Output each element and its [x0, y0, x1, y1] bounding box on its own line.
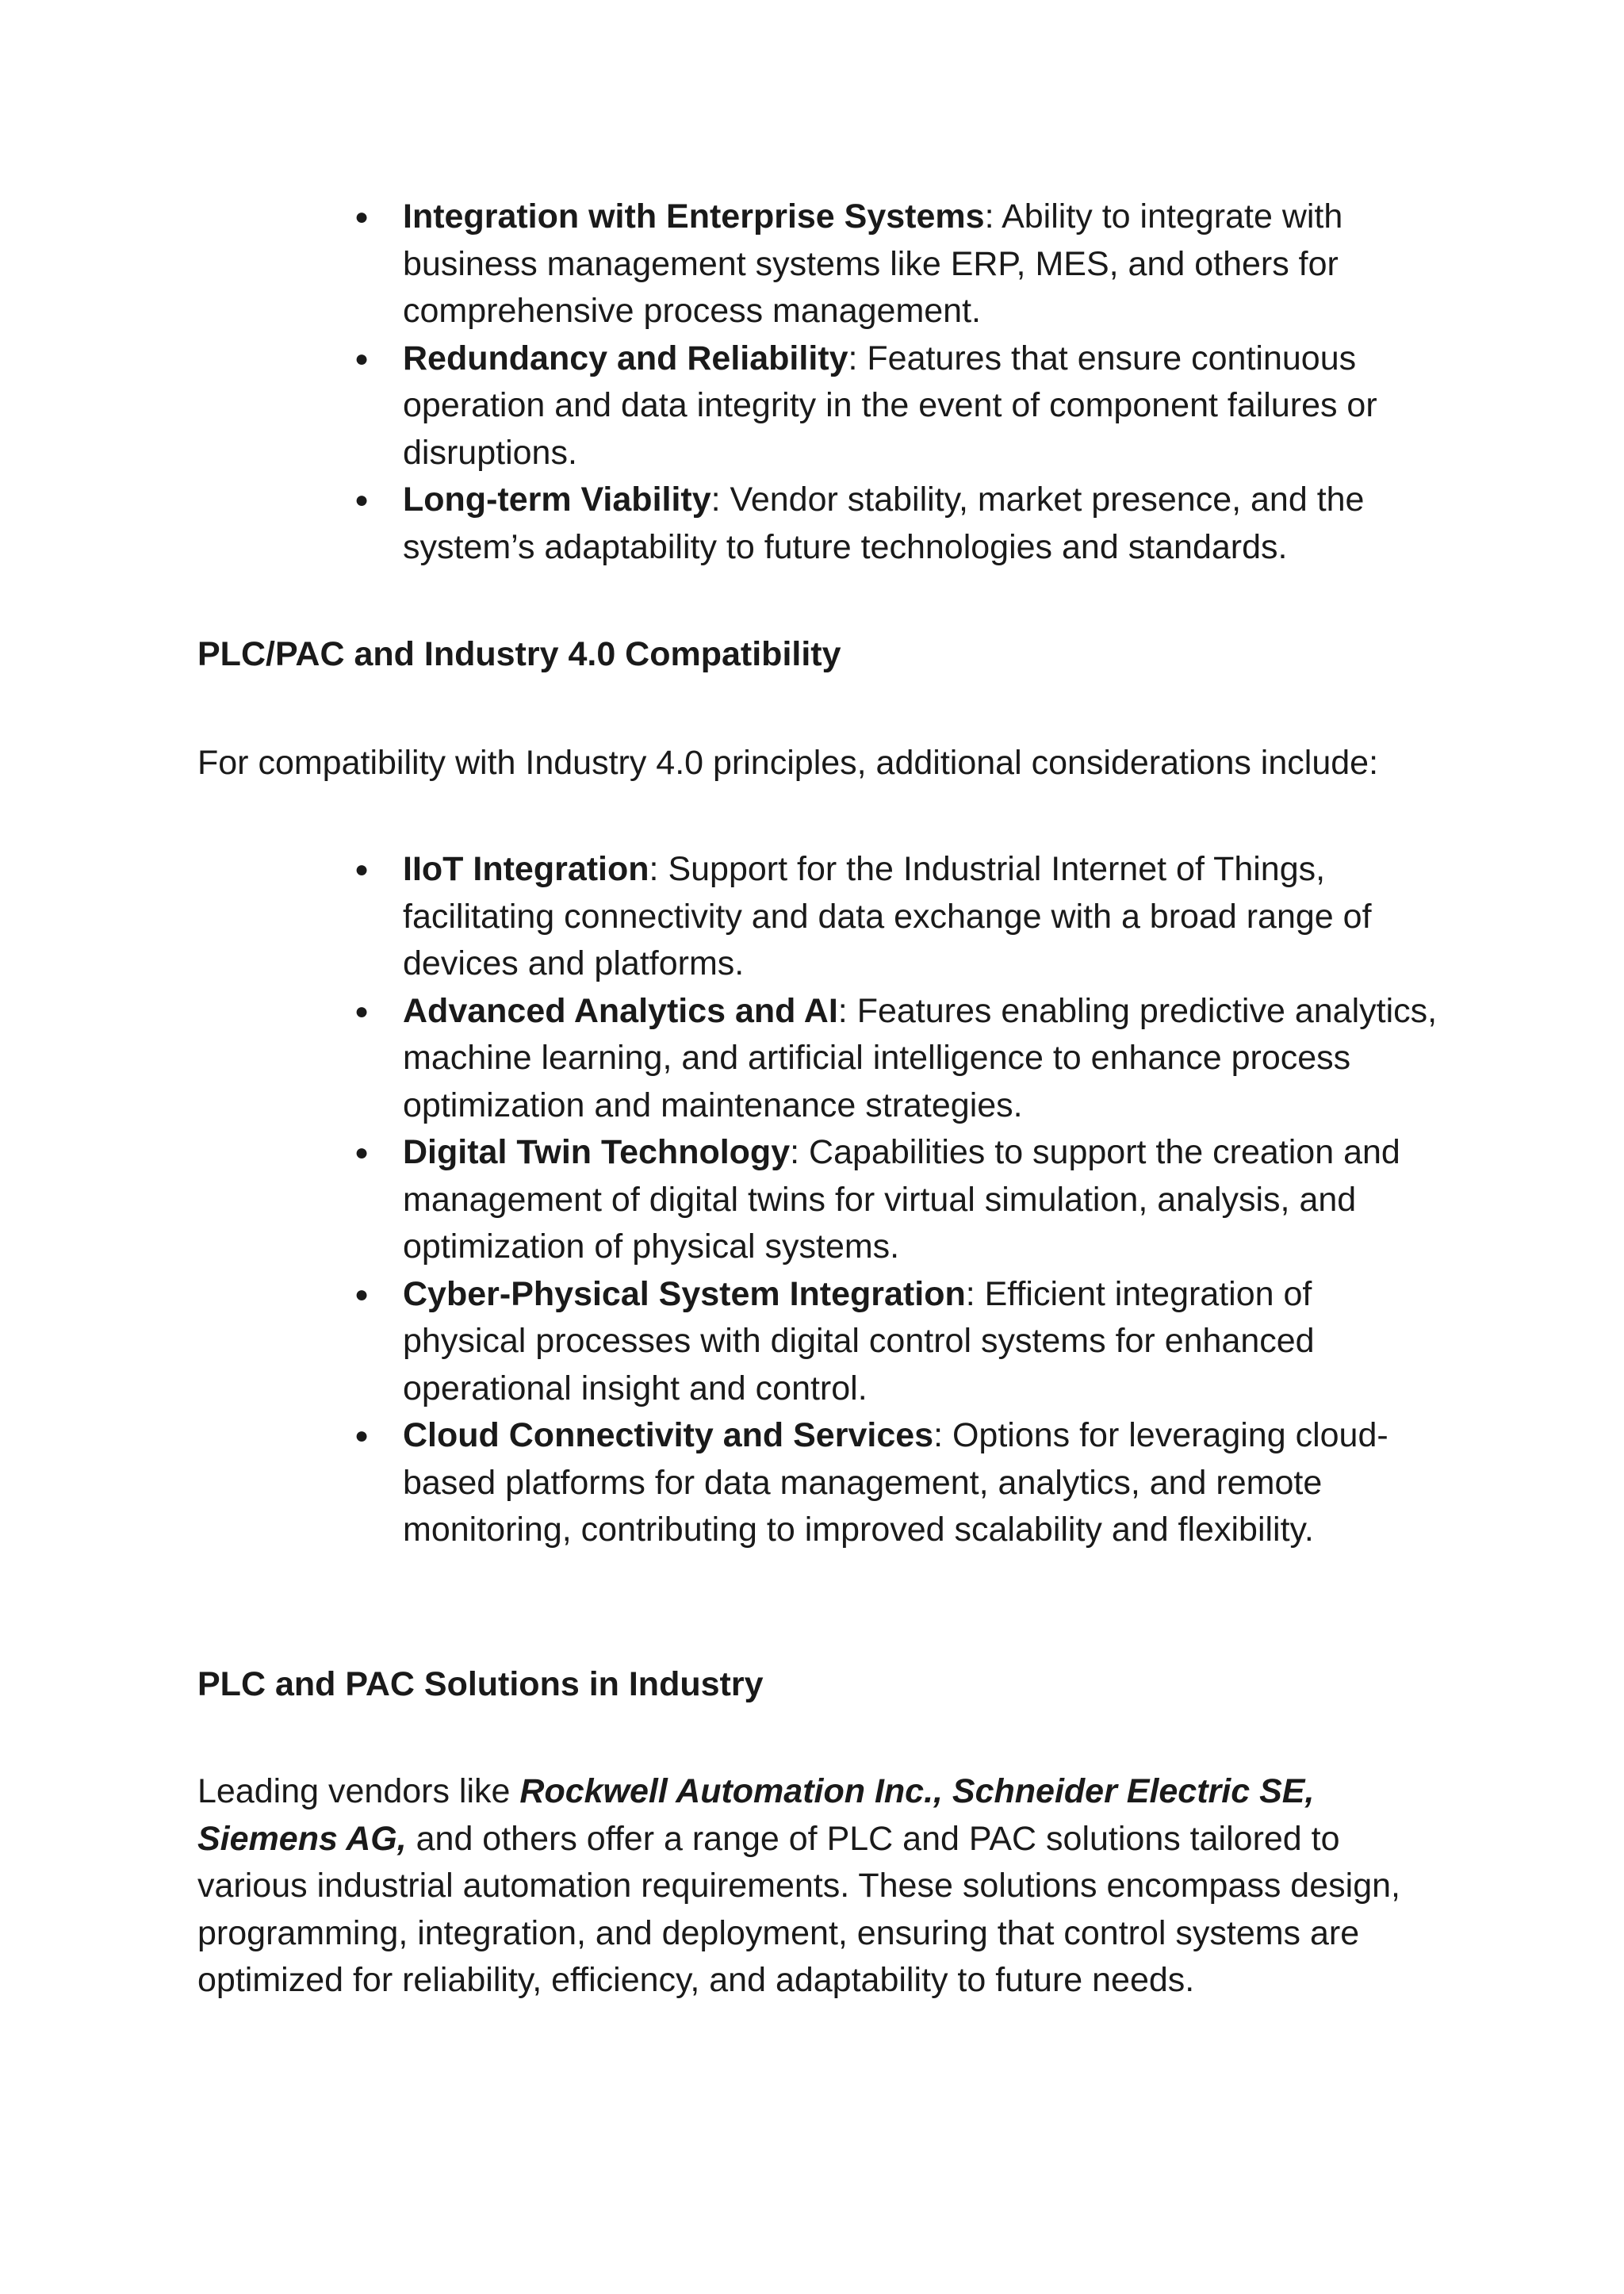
bullet-icon: ● [354, 204, 370, 230]
bullet-icon: ● [354, 345, 370, 372]
list-item [349, 846, 1443, 988]
list-item-desc: : Features that ensure continuous operation and data integrity in the event of component failures or disruptions. [403, 339, 1377, 472]
list-item [349, 1271, 1443, 1413]
paragraph-rest: and others offer a range of PLC and PAC solutions tailored to various industrial automation requirements. These solutions encompass design, programming, integration, and deployment, ensuring that control systems are optimized for reliability, efficiency, and adaptability to future needs. [197, 1819, 1400, 1999]
list-item [349, 1129, 1443, 1271]
bullet-icon: ● [354, 487, 370, 513]
section-intro-paragraph: For compatibility with Industry 4.0 principles, additional considerations include: [197, 744, 1379, 782]
vendor-names: Rockwell Automation Inc., Schneider Electric SE, Siemens AG, [197, 1772, 1315, 1858]
list-item-term: Long-term Viability [403, 481, 711, 519]
solutions-paragraph [197, 1768, 1458, 2005]
list-item-desc: : Capabilities to support the creation and management of digital twins for virtual simulation, analysis, and optimization of physical systems. [403, 1133, 1400, 1266]
section-heading-industry-4: PLC/PAC and Industry 4.0 Compatibility [197, 635, 841, 673]
list-item [349, 335, 1443, 477]
bullet-list-system-features [349, 193, 1443, 571]
list-item-term: IIoT Integration [403, 850, 649, 888]
list-item-term: Advanced Analytics and AI [403, 991, 838, 1030]
list-item-desc: : Vendor stability, market presence, and the system’s adaptability to future technologies and standards. [403, 481, 1365, 566]
list-item-term: Digital Twin Technology [403, 1133, 791, 1171]
list-item [349, 193, 1443, 335]
list-item-desc: : Ability to integrate with business management systems like ERP, MES, and others for comprehensive process management. [403, 197, 1343, 330]
bullet-icon: ● [354, 998, 370, 1024]
list-item-desc: : Options for leveraging cloud-based platforms for data management, analytics, and remote monitoring, contributing to improved scalability and flexibility. [403, 1416, 1388, 1549]
paragraph-lead: Leading vendors like [197, 1772, 520, 1810]
list-item-desc: : Efficient integration of physical processes with digital control systems for enhanced operational insight and control. [403, 1274, 1315, 1407]
list-item-term: Integration with Enterprise Systems [403, 197, 985, 236]
list-item-term: Cyber-Physical System Integration [403, 1274, 966, 1313]
section-heading-solutions: PLC and PAC Solutions in Industry [197, 1665, 764, 1703]
bullet-icon: ● [354, 1423, 370, 1449]
list-item-term: Cloud Connectivity and Services [403, 1416, 934, 1454]
list-item-term: Redundancy and Reliability [403, 339, 848, 377]
bullet-icon: ● [354, 856, 370, 883]
bullet-list-industry-4-considerations [349, 846, 1443, 1554]
bullet-icon: ● [354, 1281, 370, 1308]
list-item [349, 988, 1443, 1130]
list-item-desc: : Support for the Industrial Internet of Things, facilitating connectivity and data exchange with a broad range of devices and platforms. [403, 850, 1372, 982]
bullet-icon: ● [354, 1139, 370, 1166]
list-item [349, 477, 1443, 571]
list-item-desc: : Features enabling predictive analytics, machine learning, and artificial intelligence to enhance process optimization and maintenance strategies. [403, 991, 1438, 1124]
list-item [349, 1412, 1443, 1554]
